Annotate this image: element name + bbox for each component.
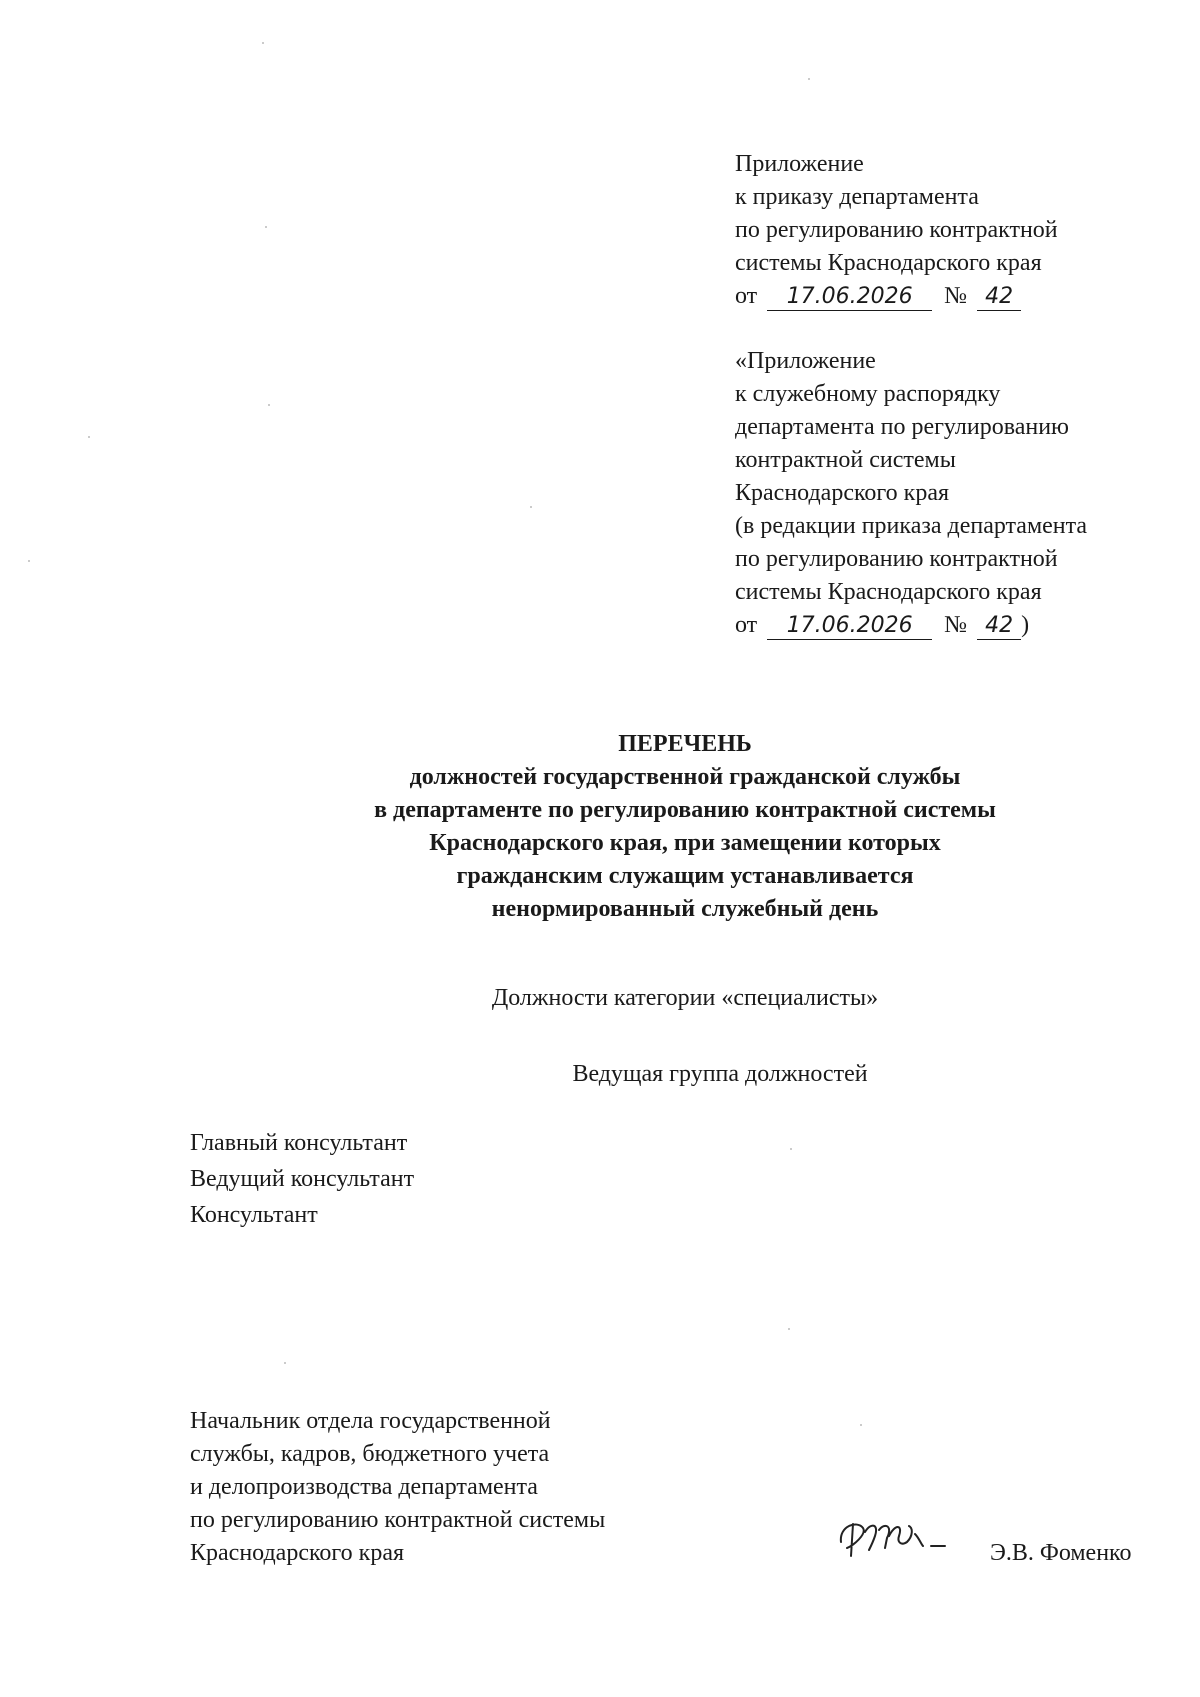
- signatory-line-4: по регулированию контрактной системы: [190, 1507, 606, 1533]
- quote-line-3: департамента по регулированию: [735, 414, 1069, 440]
- scan-speck: [88, 436, 90, 438]
- date-prefix: от: [735, 283, 758, 309]
- signatory-name: Э.В. Фоменко: [990, 1540, 1132, 1566]
- scan-speck: [808, 78, 810, 80]
- handwritten-number: 42: [977, 284, 1021, 311]
- quote-date-line: [735, 609, 1029, 642]
- category-heading: Должности категории «специалисты»: [491, 985, 879, 1011]
- header-line-2: к приказу департамента: [735, 184, 979, 210]
- quote-line-4: контрактной системы: [735, 447, 956, 473]
- quote-line-2: к служебному распорядку: [735, 381, 1001, 407]
- quote-line-5: Краснодарского края: [735, 480, 950, 506]
- scan-speck: [265, 226, 267, 228]
- signatory-line-2: службы, кадров, бюджетного учета: [190, 1441, 550, 1467]
- signatory-line-5: Краснодарского края: [190, 1540, 405, 1566]
- header-date-line: [735, 280, 1021, 313]
- scan-speck: [262, 42, 264, 44]
- number-sign: №: [944, 612, 968, 638]
- title-line-4: Краснодарского края, при замещении которых: [429, 830, 941, 856]
- title-line-3: в департаменте по регулированию контрактной системы: [374, 797, 996, 823]
- list-item: Ведущий консультант: [190, 1166, 415, 1192]
- handwritten-date: 17.06.2026: [767, 284, 932, 311]
- title-line-5: гражданским служащим устанавливается: [456, 863, 914, 889]
- quote-line-7: по регулированию контрактной: [735, 546, 1058, 572]
- group-heading: Ведущая группа должностей: [572, 1061, 868, 1087]
- quote-line-1: «Приложение: [735, 348, 876, 374]
- list-item: Консультант: [190, 1202, 318, 1228]
- scan-speck: [788, 1328, 790, 1330]
- date-prefix: от: [735, 612, 758, 638]
- quote-line-8: системы Краснодарского края: [735, 579, 1042, 605]
- signatory-line-1: Начальник отдела государственной: [190, 1408, 551, 1434]
- list-item: Главный консультант: [190, 1130, 408, 1156]
- scan-speck: [530, 506, 532, 508]
- closing-parenthesis: ): [1021, 612, 1030, 638]
- title-line-2: должностей государственной гражданской службы: [409, 764, 961, 790]
- scan-speck: [790, 1148, 792, 1150]
- handwritten-number: 42: [977, 613, 1021, 640]
- handwritten-signature: [835, 1512, 955, 1562]
- scan-speck: [860, 1424, 862, 1426]
- header-line-1: Приложение: [735, 151, 864, 177]
- scan-speck: [284, 1362, 286, 1364]
- number-sign: №: [944, 283, 968, 309]
- title-line-6: ненормированный служебный день: [491, 896, 879, 922]
- handwritten-date: 17.06.2026: [767, 613, 932, 640]
- scan-speck: [268, 404, 270, 406]
- header-line-3: по регулированию контрактной: [735, 217, 1058, 243]
- scan-speck: [28, 560, 30, 562]
- signatory-line-3: и делопроизводства департамента: [190, 1474, 538, 1500]
- header-line-4: системы Краснодарского края: [735, 250, 1042, 276]
- title-line-1: ПЕРЕЧЕНЬ: [618, 731, 752, 757]
- quote-line-6: (в редакции приказа департамента: [735, 513, 1088, 539]
